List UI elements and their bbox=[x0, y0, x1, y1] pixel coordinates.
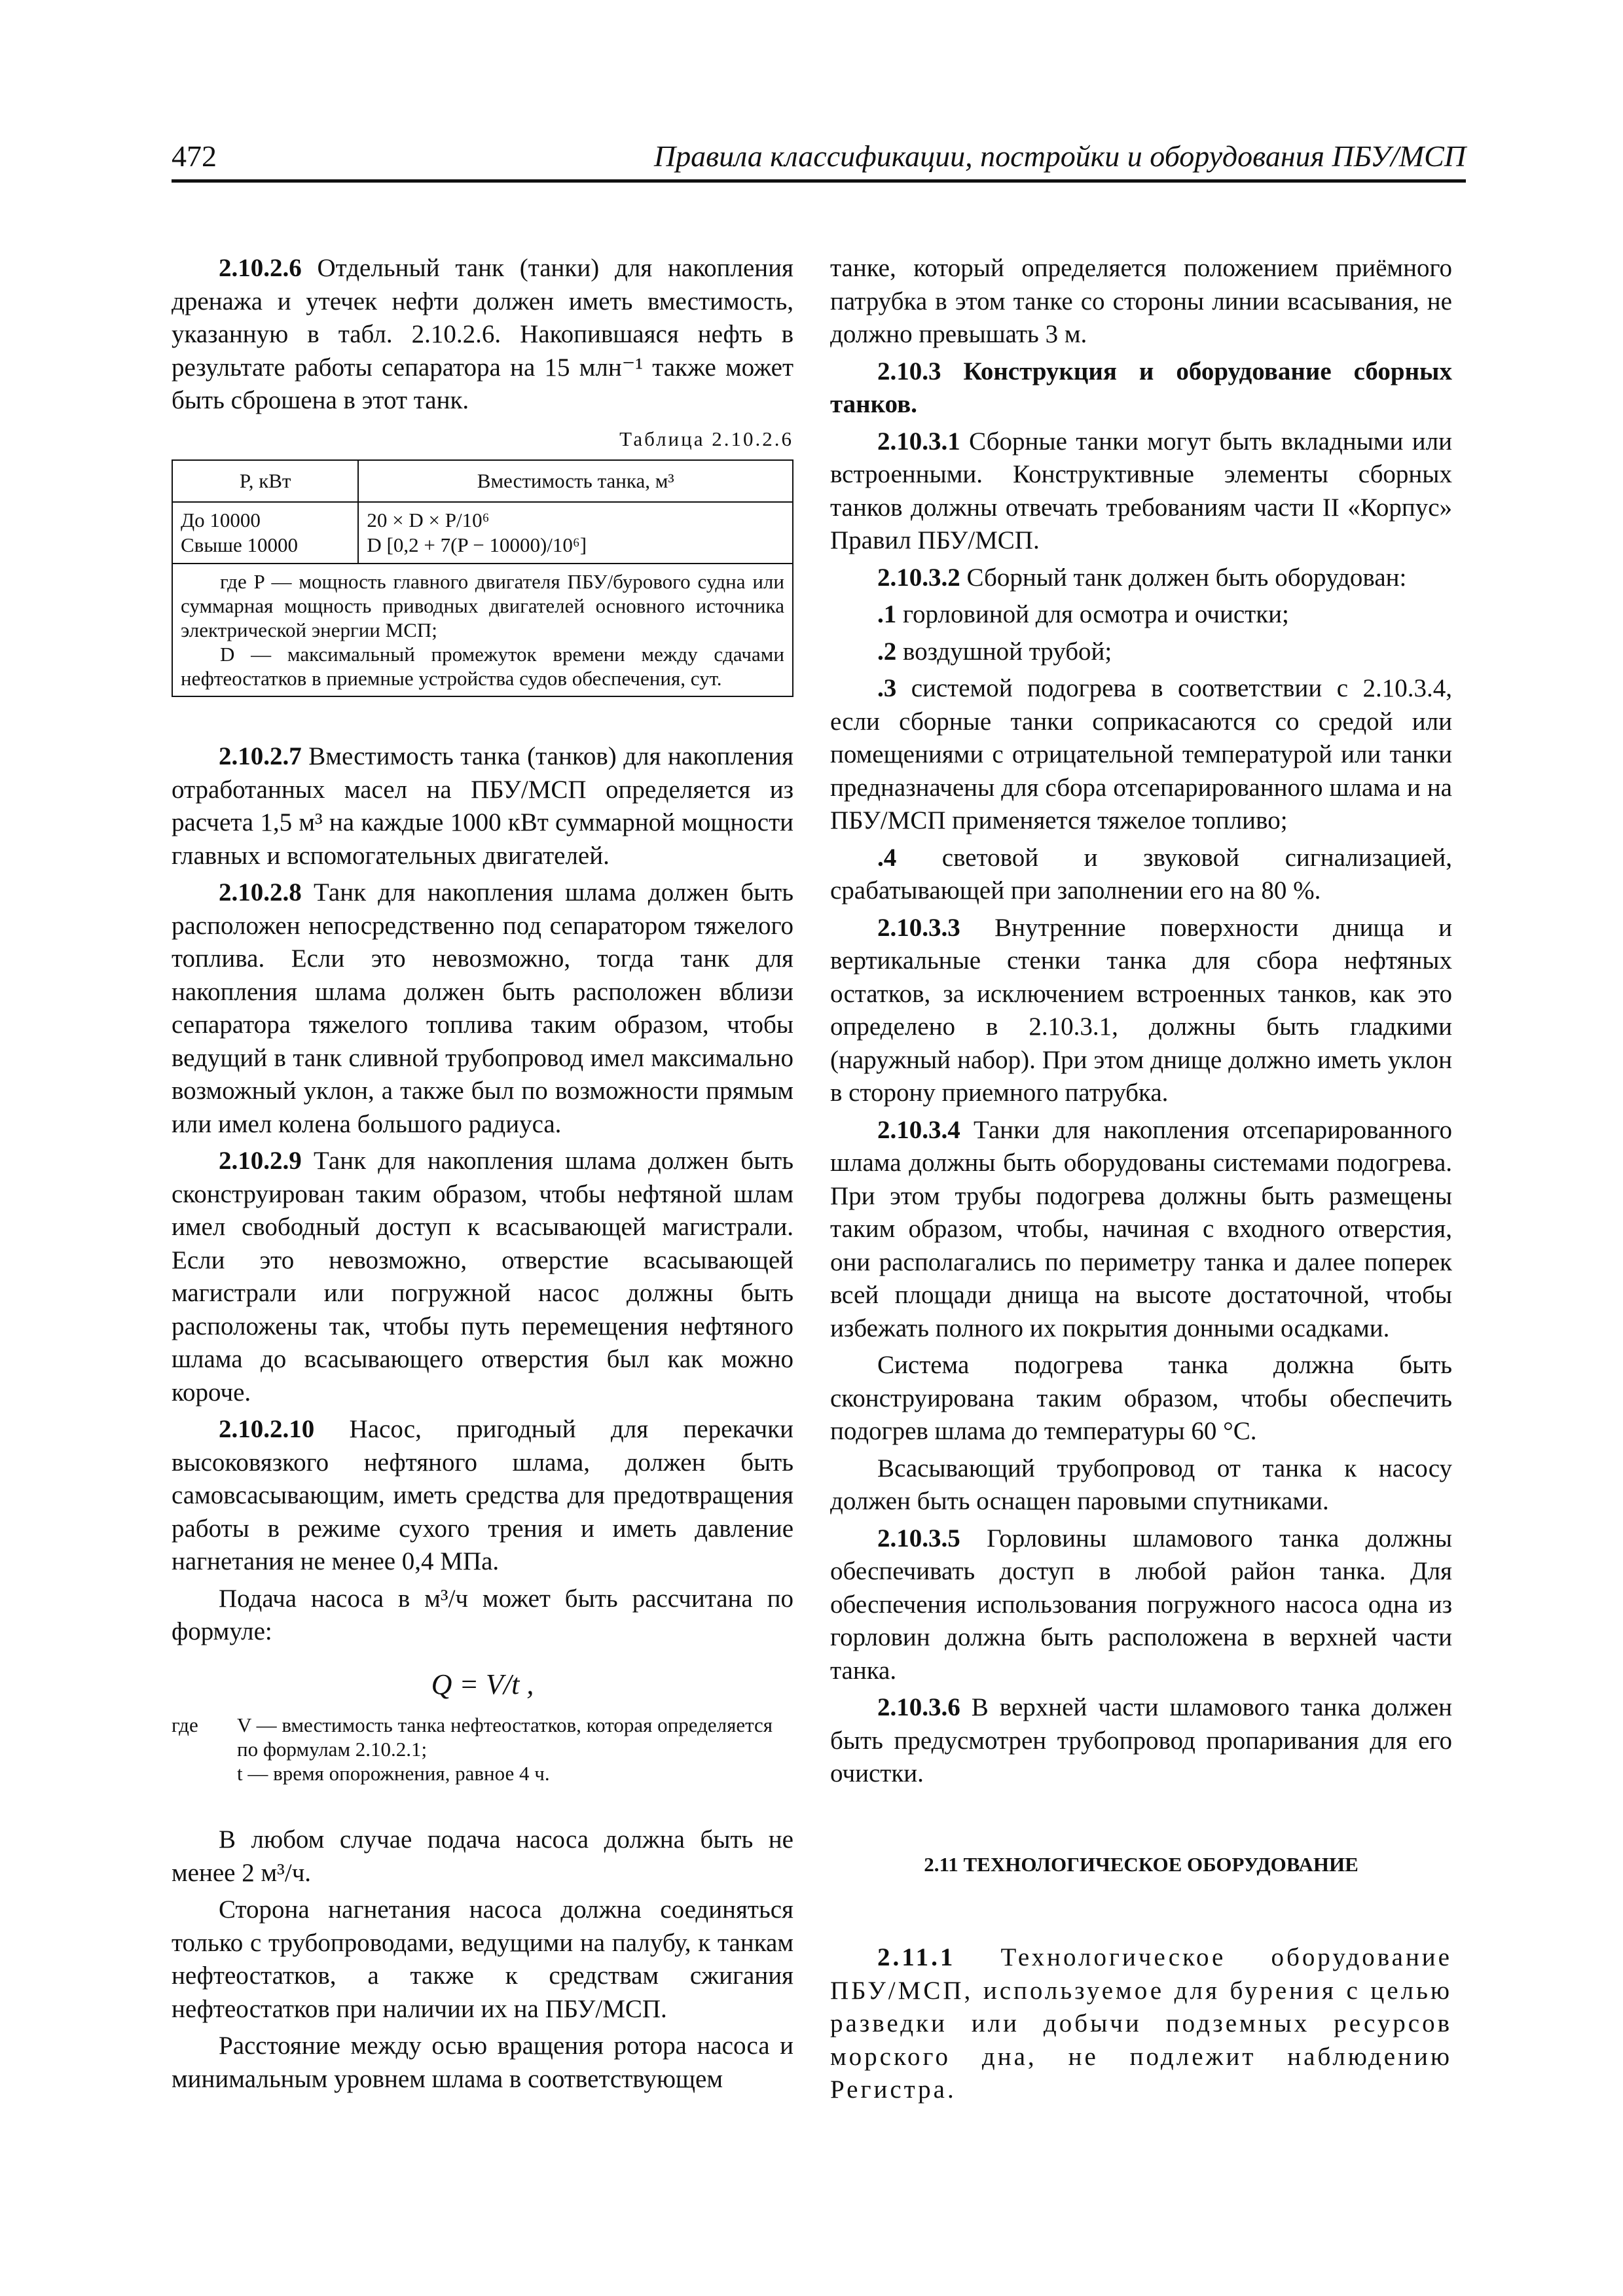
list-item-2: .2 воздушной трубой; bbox=[877, 637, 1112, 666]
table-header-capacity: Вместимость танка, м³ bbox=[358, 460, 793, 502]
paragraph-2-10-3-6: 2.10.3.6 В верхней части шламового танка должен быть предусмотрен трубопровод пропаривания для его очистки. bbox=[830, 1693, 1452, 1787]
paragraph-2-10-3-2: 2.10.3.2 Сборный танк должен быть оборудован: bbox=[877, 563, 1407, 592]
running-title: Правила классификации, постройки и оборудования ПБУ/МСП bbox=[653, 139, 1466, 173]
formula-legend: где V — вместимость танка нефтеостатков, которая определяется по формулам 2.10.2.1; t — время опорожнения, равное 4 ч. bbox=[172, 1713, 773, 1785]
paragraph-2-10-3-1: 2.10.3.1 Сборные танки могут быть вкладными или встроенными. Конструктивные элементы сборных танков должны отвечать требованиям части II «Корпус» Правил ПБУ/МСП. bbox=[830, 427, 1452, 554]
paragraph-2-10-3-3: 2.10.3.3 Внутренние поверхности днища и вертикальные стенки танка для сбора нефтяных остатков, за исключением встроенных танков, как это определено в 2.10.3.1, должны быть гладкими (наружный набор). При этом днище должно иметь уклон в сторону приемного патрубка. bbox=[830, 913, 1452, 1107]
paragraph-continuation: танке, который определяется положением приёмного патрубка в этом танке со стороны линии всасывания, не должно превышать 3 м. bbox=[830, 254, 1452, 348]
heading-2-10-3: 2.10.3 Конструкция и оборудование сборных танков. bbox=[830, 357, 1452, 418]
paragraph-heating: Система подогрева танка должна быть сконструирована таким образом, чтобы обеспечить подогрев шлама до температуры 60 °C. bbox=[830, 1351, 1452, 1445]
paragraph-2-10-3-5: 2.10.3.5 Горловины шламового танка должны обеспечивать доступ в любой район танка. Для обеспечения использования погружного насоса одна из горловин должна быть расположена в верхней части танка. bbox=[830, 1524, 1452, 1685]
paragraph-discharge: Сторона нагнетания насоса должна соединяться только с трубопроводами, ведущими на палубу, к танкам нефтеостатков, а также к средствам сжигания нефтеостатков при наличии их на ПБУ/МСП. bbox=[172, 1895, 793, 2023]
paragraph-2-10-2-10: 2.10.2.10 Насос, пригодный для перекачки высоковязкого нефтяного шлама, должен быть самовсасывающим, иметь средства для предотвращения работы в режиме сухого трения и иметь давление нагнетания не менее 0,4 МПа. bbox=[172, 1415, 793, 1575]
left-column bbox=[172, 252, 793, 2096]
page-number: 472 bbox=[172, 139, 217, 173]
section-heading-2-11: 2.11 ТЕХНОЛОГИЧЕСКОЕ ОБОРУДОВАНИЕ bbox=[924, 1852, 1359, 1876]
paragraph-distance: Расстояние между осью вращения ротора насоса и минимальным уровнем шлама в соответствующем bbox=[172, 2032, 793, 2093]
paragraph-2-10-2-8: 2.10.2.8 Танк для накопления шлама должен быть расположен непосредственно под сепаратором тяжелого топлива. Если это невозможно, тогда танк для накопления шлама должен быть расположен вблизи сепаратора тяжелого топлива таким образом, чтобы ведущий в танк сливной трубопровод имел максимально возможный уклон, а также был по возможности прямым или имел колена большого радиуса. bbox=[172, 878, 793, 1138]
paragraph-suction: Всасывающий трубопровод от танка к насосу должен быть оснащен паровыми спутниками. bbox=[830, 1454, 1452, 1515]
paragraph-2-10-3-4: 2.10.3.4 Танки для накопления отсепарированного шлама должны быть оборудованы системами подогрева. При этом трубы подогрева должны быть размещены таким образом, чтобы, начиная с входного отверстия, они располагались по периметру танка и далее поперек всей площади днища на высоте достаточной, чтобы избежать полного их покрытия донными осадками. bbox=[830, 1115, 1452, 1342]
list-item-1: .1 горловиной для осмотра и очистки; bbox=[877, 600, 1289, 628]
paragraph-any-case: В любом случае подача насоса должна быть не менее 2 м³/ч. bbox=[172, 1825, 793, 1887]
table-header-power: P, кВт bbox=[172, 460, 358, 502]
list-item-3: .3 системой подогрева в соответствии с 2.10.3.4, если сборные танки соприкасаются со средой или помещениями с отрицательной температурой или танки предназначены для сбора отсепарированного шлама и на ПБУ/МСП применяется тяжелое топливо; bbox=[830, 674, 1452, 834]
table-caption: Таблица 2.10.2.6 bbox=[619, 427, 793, 450]
paragraph-2-10-2-7: 2.10.2.7 Вместимость танка (танков) для накопления отработанных масел на ПБУ/МСП определяется из расчета 1,5 м³ на каждые 1000 кВт суммарной мощности главных и вспомогательных двигателей. bbox=[172, 742, 793, 870]
table-2-10-2-6 bbox=[172, 459, 793, 697]
right-column bbox=[830, 252, 1452, 2107]
paragraph-pump-feed: Подача насоса в м³/ч может быть рассчитана по формуле: bbox=[172, 1584, 793, 1645]
table-cell-power: До 10000 Свыше 10000 bbox=[172, 502, 358, 564]
table-note: где P — мощность главного двигателя ПБУ/бурового судна или суммарная мощность приводных двигателей основного источника электрической энергии МСП; D — максимальный промежуток времени между сдачами нефтеостатков в приемные устройства судов обеспечения, сут. bbox=[172, 564, 793, 696]
table-cell-capacity: 20 × D × P/10⁶ D [0,2 + 7(P − 10000)/10⁶] bbox=[358, 502, 793, 564]
paragraph-2-10-2-9: 2.10.2.9 Танк для накопления шлама должен быть сконструирован таким образом, чтобы нефтяной шлам имел свободный доступ к всасывающей магистрали. Если это невозможно, отверстие всасывающей магистрали или погружной насос должны быть расположены так, чтобы путь перемещения нефтяного шлама до всасывающего отверстия был как можно короче. bbox=[172, 1147, 793, 1407]
paragraph-2-11-1: 2.11.1 Технологическое оборудование ПБУ/МСП, используемое для бурения с целью разведки или добычи подземных ресурсов морского дна, не подлежит наблюдению Регистра. bbox=[830, 1943, 1452, 2104]
list-item-4: .4 световой и звуковой сигнализацией, срабатывающей при заполнении его на 80 %. bbox=[830, 843, 1452, 905]
header-rule bbox=[172, 179, 1466, 183]
formula: Q = V/t , bbox=[431, 1668, 534, 1700]
paragraph-2-10-2-6: 2.10.2.6 Отдельный танк (танки) для накопления дренажа и утечек нефти должен иметь вместимость, указанную в табл. 2.10.2.6. Накопившаяся нефть в результате работы сепаратора на 15 млн⁻¹ также может быть сброшена в этот танк. bbox=[172, 254, 793, 414]
